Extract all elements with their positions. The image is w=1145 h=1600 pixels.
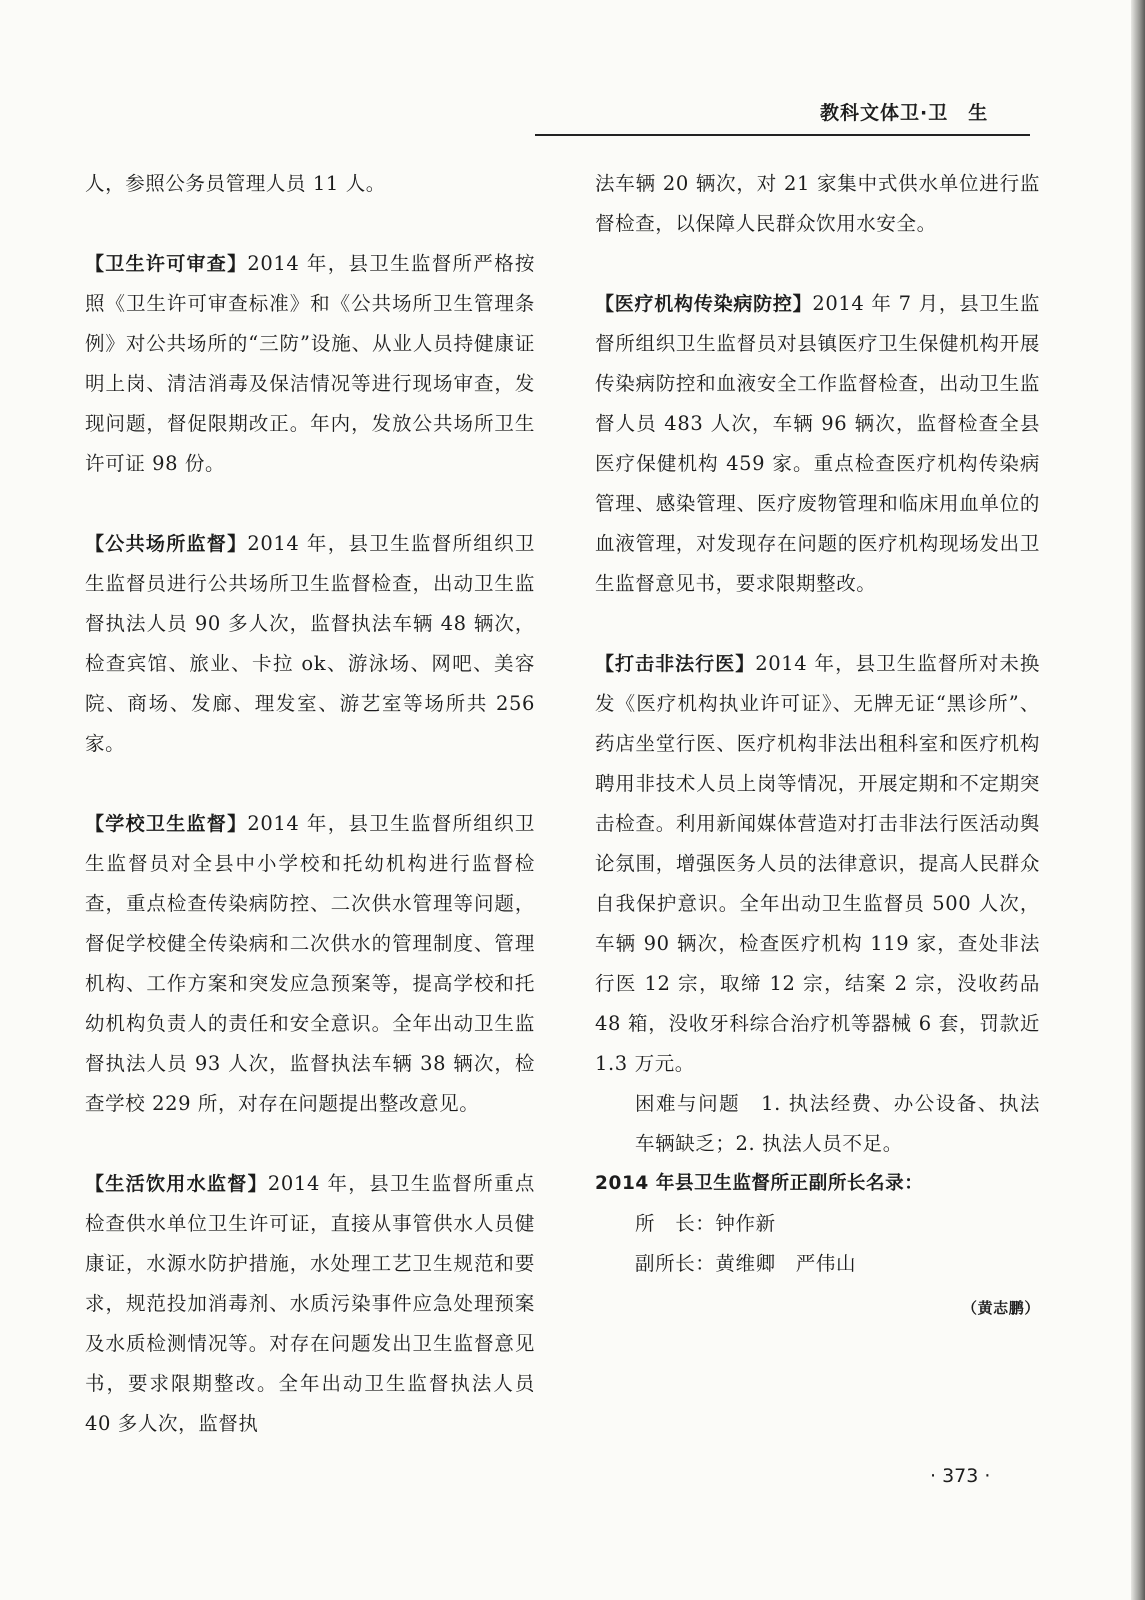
- roster-director: 所 长：钟作新: [635, 1212, 776, 1235]
- section-body: 2014 年，县卫生监督所严格按照《卫生许可审查标准》和《公共场所卫生管理条例》对公共场所的“三防”设施、从业人员持健康证明上岗、清洁消毒及保洁情况等进行现场审查，发现问题，督促限期改正。年内，发放公共场所卫生许可证 98 份。: [85, 252, 535, 475]
- section-title: 【学校卫生监督】: [85, 813, 248, 835]
- section-health-license: [85, 244, 535, 484]
- section-title: 【生活饮用水监督】: [85, 1173, 268, 1195]
- left-column: [85, 164, 535, 1444]
- section-infection-control: [595, 284, 1040, 604]
- section-body: 2014 年 7 月，县卫生监督所组织卫生监督员对县镇医疗卫生保健机构开展传染病防控和血液安全工作监督检查，出动卫生监督人员 483 人次，车辆 96 辆次，监督检查全县医疗保健机构 459 家。重点检查医疗机构传染病管理、感染管理、医疗废物管理和临床用血单位的血液管理，对发现存在问题的医疗机构现场发出卫生监督意见书，要求限期整改。: [595, 292, 1040, 595]
- author-credit: （黄志鹏）: [961, 1299, 1040, 1317]
- roster-title: 2014 年县卫生监督所正副所长名录：: [595, 1173, 924, 1194]
- problems-paragraph: 困难与问题 1. 执法经费、办公设备、执法车辆缺乏；2. 执法人员不足。: [635, 1092, 1040, 1155]
- section-title: 【医疗机构传染病防控】: [595, 293, 813, 315]
- continuation-paragraph: 法车辆 20 辆次，对 21 家集中式供水单位进行监督检查，以保障人民群众饮用水安全。: [595, 172, 1040, 235]
- section-title: 【公共场所监督】: [85, 533, 248, 555]
- header-rule: [535, 134, 1030, 136]
- section-public-places: [85, 524, 535, 764]
- section-body: 2014 年，县卫生监督所组织卫生监督员对全县中小学校和托幼机构进行监督检查，重点检查传染病防控、二次供水管理等问题，督促学校健全传染病和二次供水的管理制度、管理机构、工作方案和突发应急预案等，提高学校和托幼机构负责人的责任和安全意识。全年出动卫生监督执法人员 93 人次，监督执法车辆 38 辆次，检查学校 229 所，对存在问题提出整改意见。: [85, 812, 535, 1115]
- section-title: 【打击非法行医】: [595, 653, 756, 675]
- running-head: 教科文体卫·卫 生: [820, 102, 989, 124]
- right-column: [595, 164, 1040, 1328]
- section-body: 2014 年，县卫生监督所重点检查供水单位卫生许可证，直接从事管供水人员健康证，水源水防护措施，水处理工艺卫生规范和要求，规范投加消毒剂、水质污染事件应急处理预案及水质检测情况等。对存在问题发出卫生监督意见书，要求限期整改。全年出动卫生监督执法人员 40 多人次，监督执: [85, 1172, 535, 1435]
- section-drinking-water: [85, 1164, 535, 1444]
- page-number: · 373 ·: [930, 1465, 991, 1487]
- intro-paragraph: 人，参照公务员管理人员 11 人。: [85, 172, 386, 195]
- section-body: 2014 年，县卫生监督所组织卫生监督员进行公共场所卫生监督检查，出动卫生监督执法人员 90 多人次，监督执法车辆 48 辆次，检查宾馆、旅业、卡拉 ok、游泳场、网吧、美容院、商场、发廊、理发室、游艺室等场所共 256 家。: [85, 532, 535, 755]
- roster-deputy: 副所长：黄维卿 严伟山: [635, 1252, 857, 1275]
- section-body: 2014 年，县卫生监督所对未换发《医疗机构执业许可证》、无牌无证“黑诊所”、药店坐堂行医、医疗机构非法出租科室和医疗机构聘用非技术人员上岗等情况，开展定期和不定期突击检查。利用新闻媒体营造对打击非法行医活动舆论氛围，增强医务人员的法律意识，提高人民群众自我保护意识。全年出动卫生监督员 500 人次，车辆 90 辆次，检查医疗机构 119 家，查处非法行医 12 宗，取缔 12 宗，结案 2 宗，没收药品 48 箱，没收牙科综合治疗机等器械 6 套，罚款近 1.3 万元。: [595, 652, 1040, 1075]
- section-school-health: [85, 804, 535, 1124]
- scan-edge: [1131, 0, 1145, 1600]
- section-title: 【卫生许可审查】: [85, 253, 248, 275]
- section-illegal-practice: [595, 644, 1040, 1084]
